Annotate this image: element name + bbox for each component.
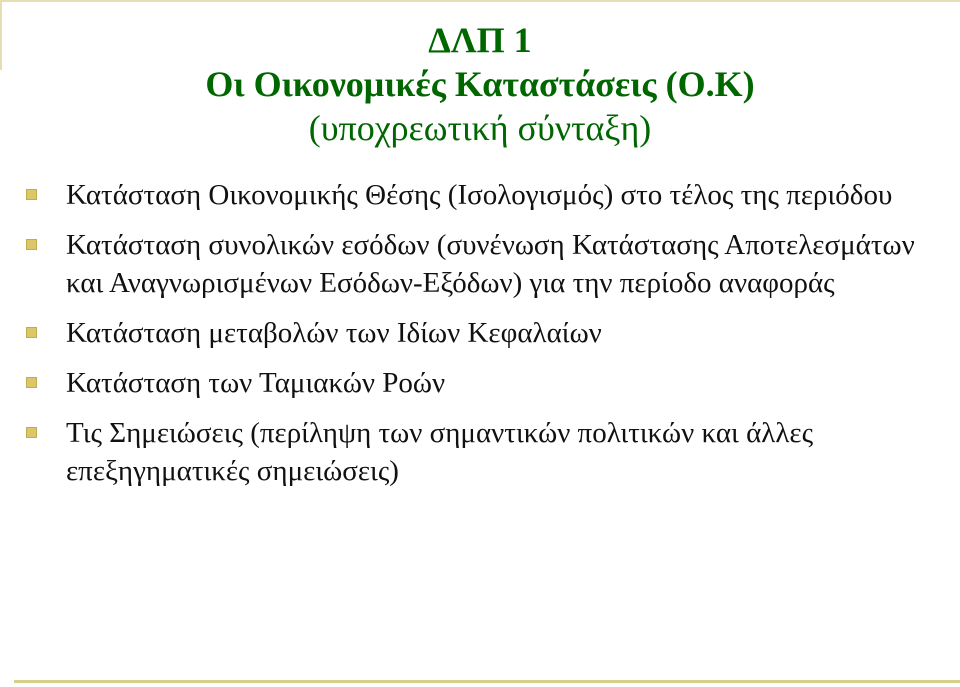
bullet-item-comprehensive-income <box>0 226 960 302</box>
bullet-text: Κατάσταση των Ταμιακών Ροών <box>66 367 446 399</box>
bullet-list <box>0 176 960 502</box>
bullet-item-cash-flows <box>0 364 960 402</box>
square-bullet-icon <box>26 189 37 200</box>
square-bullet-icon <box>26 427 37 438</box>
bullet-text: Κατάσταση Οικονομικής Θέσης (Ισολογισμός) στο τέλος της περιόδου <box>66 179 893 211</box>
top-border-line <box>0 0 960 2</box>
title-line-1: ΔΛΠ 1 <box>428 20 532 60</box>
square-bullet-icon <box>26 239 37 250</box>
bullet-item-financial-position <box>0 176 960 214</box>
bullet-item-equity-changes <box>0 314 960 352</box>
title-line-3: (υποχρεωτική σύνταξη) <box>308 108 652 148</box>
title-line-2: Οι Οικονομικές Καταστάσεις (Ο.Κ) <box>205 64 755 104</box>
bullet-text: Κατάσταση συνολικών εσόδων (συνένωση Κατάστασης Αποτελεσμάτων και Αναγνωρισμένων Εσόδων-Εξόδων) για την περίοδο αναφοράς <box>66 229 915 299</box>
bullet-item-notes <box>0 414 960 490</box>
square-bullet-icon <box>26 377 37 388</box>
square-bullet-icon <box>26 327 37 338</box>
slide-title <box>0 18 960 150</box>
bottom-border-line <box>14 680 960 683</box>
bullet-text: Τις Σημειώσεις (περίληψη των σημαντικών πολιτικών και άλλες επεξηγηματικές σημειώσεις) <box>66 417 814 487</box>
bullet-text: Κατάσταση μεταβολών των Ιδίων Κεφαλαίων <box>66 317 602 349</box>
